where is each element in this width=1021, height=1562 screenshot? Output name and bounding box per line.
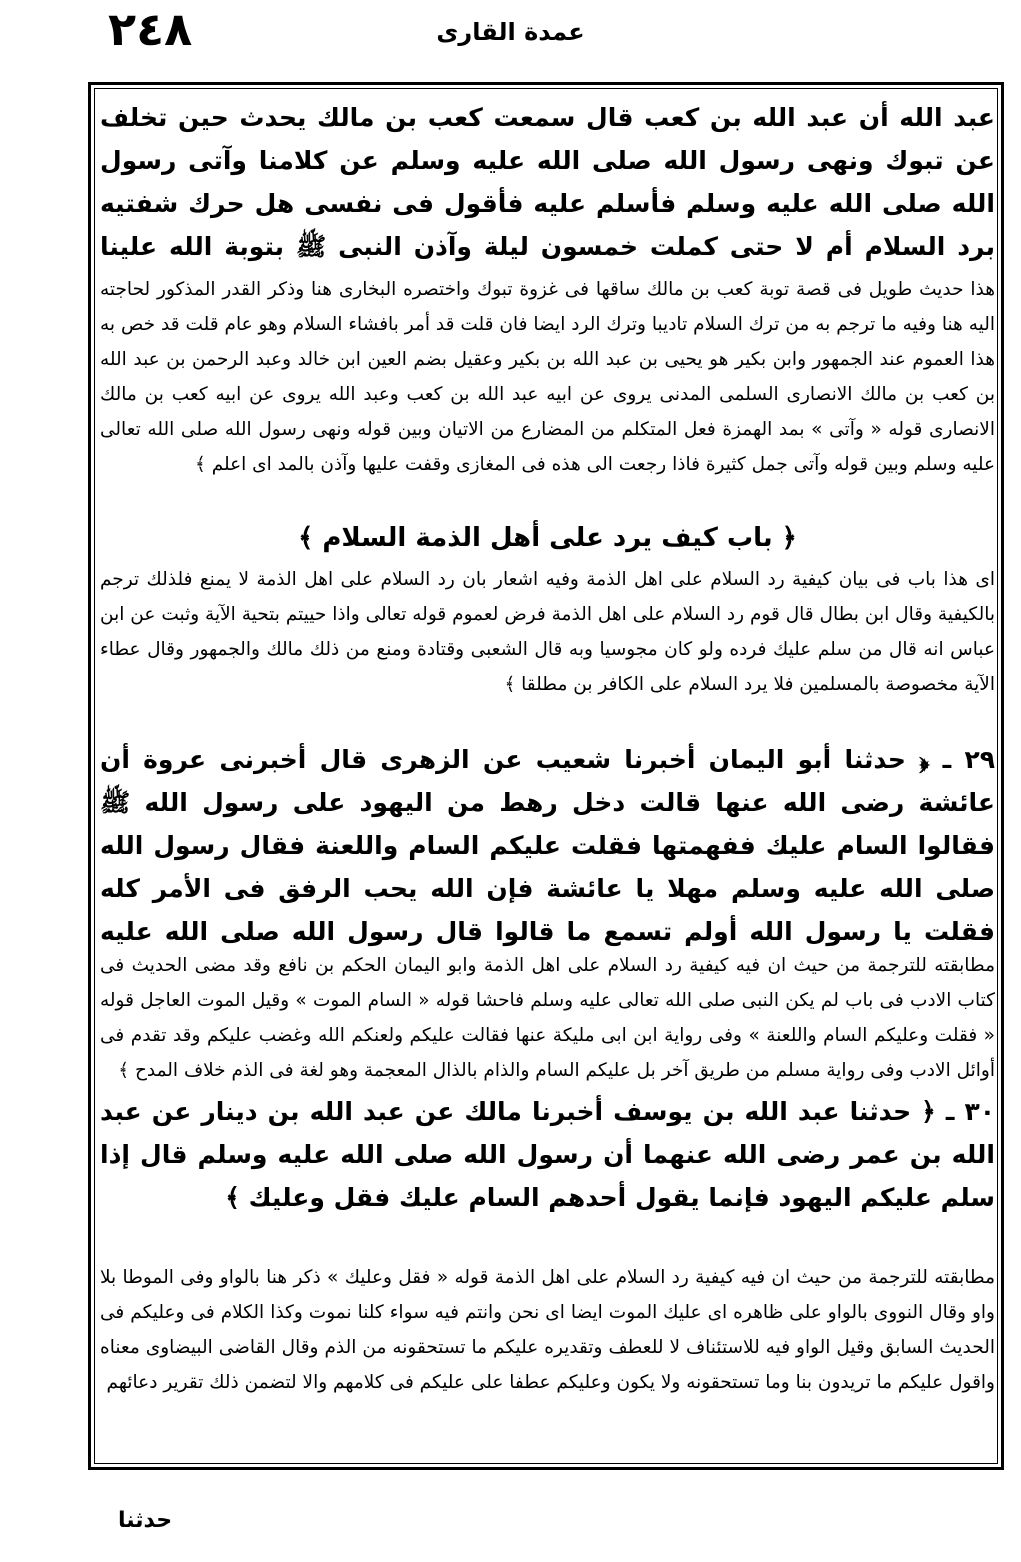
commentary-3: مطابقته للترجمة من حيث ان فيه كيفية رد السلام على اهل الذمة وابو اليمان الحكم بن نافع وقد مضى الحديث فى كتاب الادب فى باب لم يكن النبى صلى الله تعالى عليه وسلم فاحشا قوله « السام الموت » وقيل الموت العاجل قوله « فقلت وعليكم السام واللعنة » وفى رواية ابن ابى مليكة عنها فقالت عليكم ولعنكم الله وغضب عليكم وقد تقدم فى أوائل الادب وفى رواية مسلم من طريق آخر بل عليكم السام والذام بالذال المعجمة وهو لغة فى الذم خلاف المدح ﴾ [100,955,995,1081]
page-number: ٢٤٨ [108,2,193,56]
hadith-text-30: ٣٠ ـ ﴿ حدثنا عبد الله بن يوسف أخبرنا مالك عن عبد الله بن دينار عن عبد الله بن عمر رضى الله عنهما أن رسول الله صلى الله عليه وسلم قال إذا سلم عليكم اليهود فإنما يقول أحدهم السام عليك فقل وعليك ﴾ [100,1097,995,1212]
commentary-2: اى هذا باب فى بيان كيفية رد السلام على اهل الذمة وفيه اشعار بان رد السلام على اهل الذمة لا يمنع فلذلك ترجم بالكيفية وقال ابن بطال قال قوم رد السلام على اهل الذمة فرض لعموم قوله تعالى واذا حييتم بتحية الآية وثبت عن ابن عباس انه قال من سلم عليك فرده ولو كان مجوسيا وبه قال الشعبى وقتادة ومنع من ذلك مالك والجمهور وقال عطاء الآية مخصوصة بالمسلمين فلا يرد السلام على الكافر بن مطلقا ﴾ [100,569,995,695]
catchword: حدثنا [118,1508,173,1533]
hadith-text-29: ٢٩ ـ ﴿ حدثنا أبو اليمان أخبرنا شعيب عن الزهرى قال أخبرنى عروة أن عائشة رضى الله عنها قالت دخل رهط من اليهود على رسول الله ﷺ فقالوا السام عليك ففهمتها فقلت عليكم السام واللعنة فقال رسول الله صلى الله عليه وسلم مهلا يا عائشة فإن الله يحب الرفق فى الأمر كله فقلت يا رسول الله أولم تسمع ما قالوا قال رسول الله صلى الله عليه [100,745,995,946]
running-title: عمدة القارى [436,18,585,46]
hadith-text-1: عبد الله أن عبد الله بن كعب قال سمعت كعب بن مالك يحدث حين تخلف عن تبوك ونهى رسول الله صلى الله عليه وسلم عن كلامنا وآتى رسول الله صلى الله عليه وسلم فأسلم عليه فأقول فى نفسى هل حرك شفتيه برد السلام أم لا حتى كملت خمسون ليلة وآذن النبى ﷺ بتوبة الله علينا [100,103,995,261]
chapter-heading: ﴿ باب كيف يرد على أهل الذمة السلام ﴾ [298,523,797,553]
commentary-4: مطابقته للترجمة من حيث ان فيه كيفية رد السلام على اهل الذمة قوله « فقل وعليك » ذكر هنا بالواو وفى الموطا بلا واو وقال النووى بالواو على ظاهره اى عليك الموت ايضا اى نحن وانتم فيه سواء كلنا نموت وكذا الكلام فى وعليكم فى الحديث السابق وقيل الواو فيه للاستئناف لا للعطف وتقديره عليكم ما تستحقونه من الذم وقال القاضى البيضاوى معناه واقول عليكم ما تريدون بنا وما تستحقونه ولا يكون وعليكم عطفا على عليكم فى كلامهم والا لتضمن ذلك تقرير دعائهم [100,1267,995,1393]
commentary-1: هذا حديث طويل فى قصة توبة كعب بن مالك ساقها فى غزوة تبوك واختصره البخارى هنا وذكر القدر المذكور لحاجته اليه هنا وفيه ما ترجم به من ترك السلام تاديبا وترك الرد ايضا فان قلت قد أمر بافشاء السلام وهو عام قلت قد خص به هذا العموم عند الجمهور وابن بكير هو يحيى بن عبد الله بن بكير وعقيل بضم العين ابن خالد وعبد الرحمن بن عبد الله بن كعب بن مالك الانصارى السلمى المدنى يروى عن ابيه عبد الله بن كعب وعبد الله يروى عن ابيه كعب بن مالك الانصارى قوله « وآتى » بمد الهمزة فعل المتكلم من المضارع من الاتيان وبين قوله ونهى رسول الله صلى الله تعالى عليه وسلم وبين قوله وآتى جمل كثيرة فاذا رجعت الى هذه فى المغازى وقفت عليها وآذن بالمد اى اعلم ﴾ [100,279,995,475]
main-text [100,96,995,1436]
